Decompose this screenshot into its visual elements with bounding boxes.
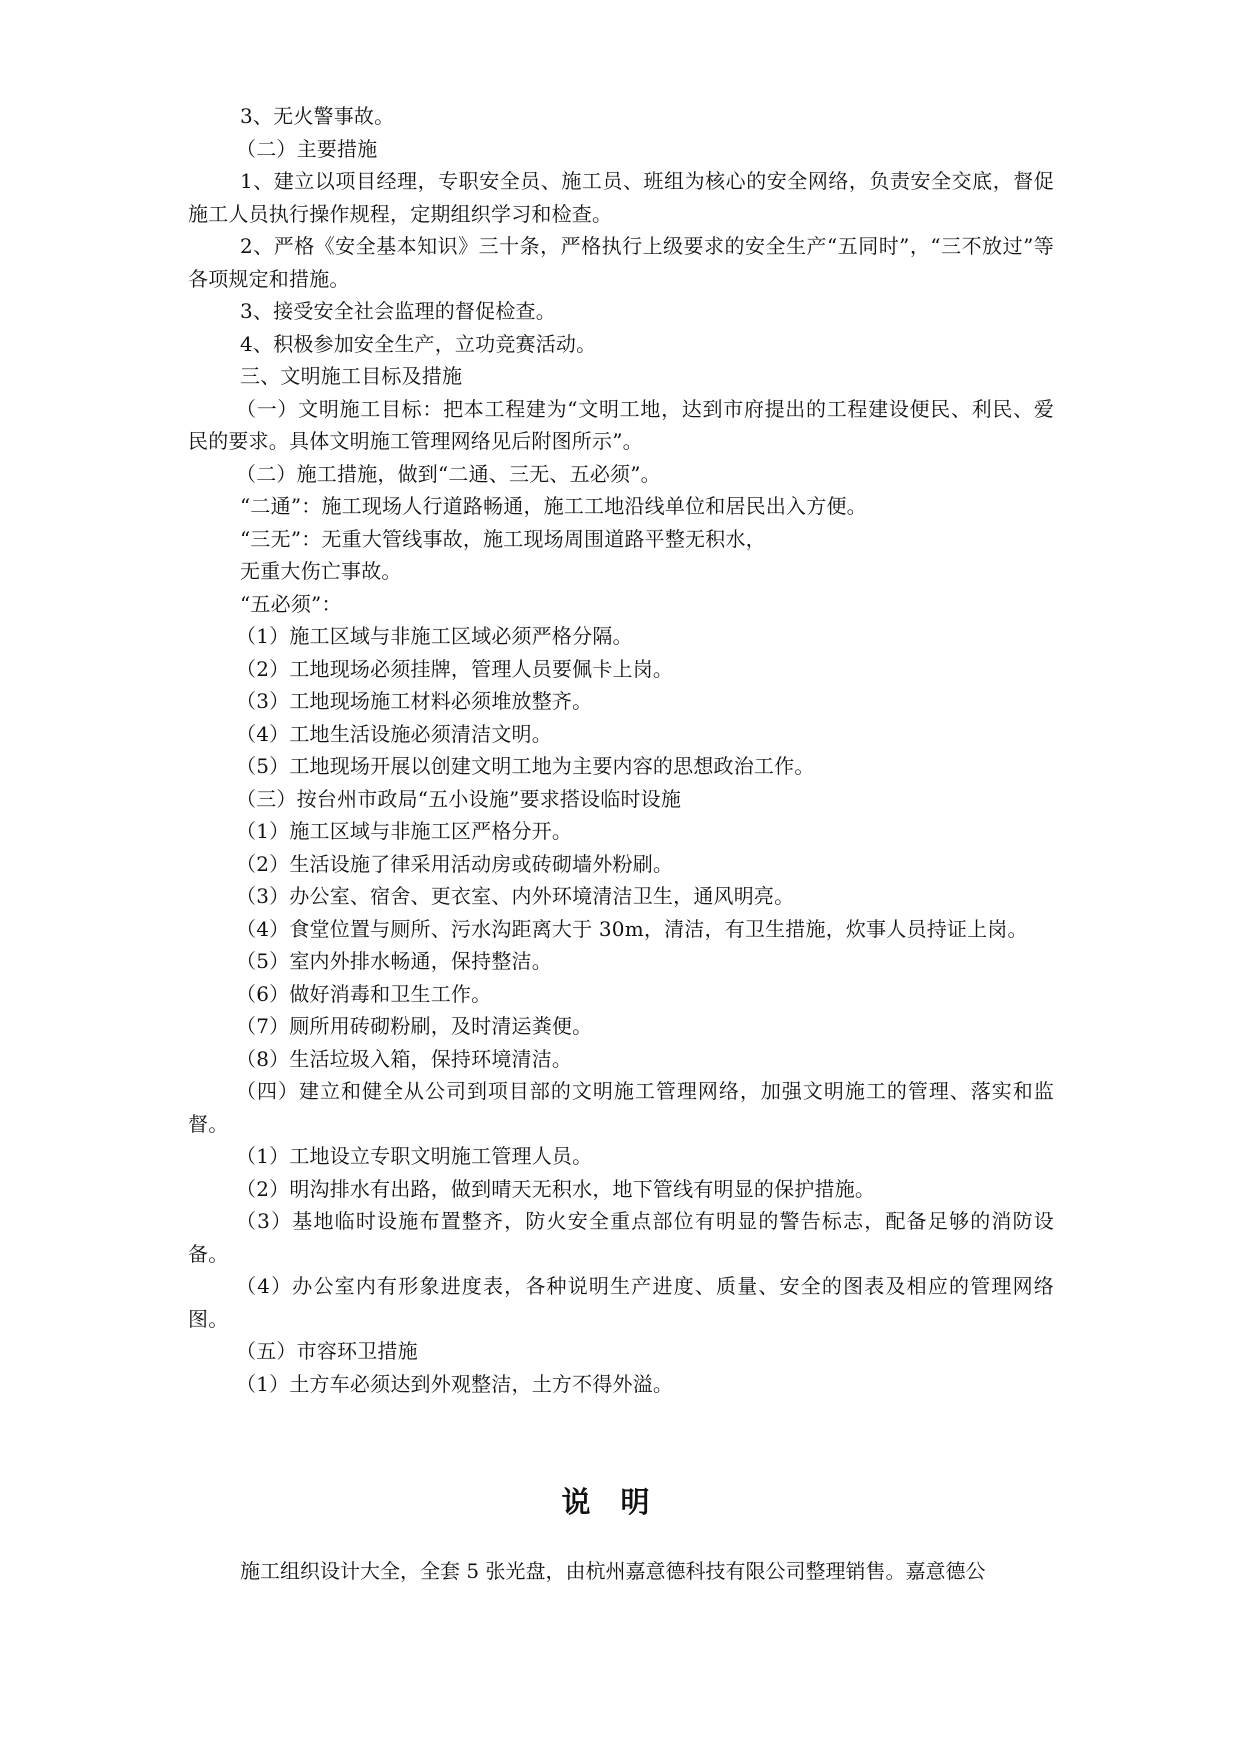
body-paragraph: （四）建立和健全从公司到项目部的文明施工管理网络，加强文明施工的管理、落实和监督。 bbox=[188, 1079, 1054, 1136]
body-paragraph: 3、无火警事故。 bbox=[240, 104, 395, 128]
body-paragraph: 无重大伤亡事故。 bbox=[240, 559, 402, 583]
section-title: 说明 bbox=[561, 1485, 680, 1519]
body-paragraph: （一）文明施工目标：把本工程建为“文明工地，达到市府提出的工程建设便民、利民、爱民的要求。具体文明施工管理网络见后附图所示”。 bbox=[188, 396, 1054, 453]
body-paragraph: （4）工地生活设施必须清洁文明。 bbox=[236, 721, 552, 746]
body-paragraph: “三无”：无重大管线事故，施工现场周围道路平整无积水， bbox=[240, 526, 766, 551]
body-paragraph: （8）生活垃圾入箱，保持环境清洁。 bbox=[236, 1046, 573, 1071]
body-paragraph: （5）室内外排水畅通，保持整洁。 bbox=[236, 949, 552, 973]
body-paragraph: （3）基地临时设施布置整齐，防火安全重点部位有明显的警告标志，配备足够的消防设备。 bbox=[188, 1209, 1054, 1266]
body-paragraph: （1）施工区域与非施工区域必须严格分隔。 bbox=[236, 624, 633, 648]
body-paragraph: 三、文明施工目标及措施 bbox=[240, 364, 463, 388]
body-paragraph: （2）工地现场必须挂牌，管理人员要佩卡上岗。 bbox=[236, 656, 674, 681]
body-paragraph: （二）主要措施 bbox=[236, 136, 378, 161]
body-paragraph: 1、建立以项目经理，专职安全员、施工员、班组为核心的安全网络，负责安全交底，督促施工人员执行操作规程，定期组织学习和检查。 bbox=[188, 169, 1054, 226]
document-body bbox=[188, 100, 1054, 1400]
body-paragraph: （1）施工区域与非施工区严格分开。 bbox=[236, 819, 573, 843]
body-paragraph: （3）工地现场施工材料必须堆放整齐。 bbox=[236, 689, 593, 713]
body-paragraph: 3、接受安全社会监理的督促检查。 bbox=[240, 299, 556, 323]
body-paragraph: 2、严格《安全基本知识》三十条，严格执行上级要求的安全生产“五同时”，“三不放过”等各项规定和措施。 bbox=[188, 234, 1054, 291]
body-paragraph: 4、积极参加安全生产，立功竞赛活动。 bbox=[240, 331, 597, 356]
body-paragraph: “二通”：施工现场人行道路畅通，施工工地沿线单位和居民出入方便。 bbox=[240, 494, 867, 518]
body-paragraph: （三）按台州市政局“五小设施”要求搭设临时设施 bbox=[236, 786, 682, 811]
body-paragraph: （6）做好消毒和卫生工作。 bbox=[236, 981, 492, 1006]
body-paragraph: （2）明沟排水有出路，做到晴天无积水，地下管线有明显的保护措施。 bbox=[236, 1176, 876, 1201]
body-paragraph: （1）工地设立专职文明施工管理人员。 bbox=[236, 1144, 593, 1168]
body-paragraph: （4）办公室内有形象进度表，各种说明生产进度、质量、安全的图表及相应的管理网络图。 bbox=[188, 1274, 1054, 1331]
body-paragraph: （1）土方车必须达到外观整洁，土方不得外溢。 bbox=[236, 1371, 674, 1396]
body-paragraph: （2）生活设施了律采用活动房或砖砌墙外粉刷。 bbox=[236, 851, 674, 876]
body-paragraph: （3）办公室、宿舍、更衣室、内外环境清洁卫生，通风明亮。 bbox=[236, 884, 795, 908]
footer-paragraph: 施工组织设计大全，全套 5 张光盘，由杭州嘉意德科技有限公司整理销售。嘉意德公 bbox=[240, 1559, 986, 1583]
body-paragraph: （二）施工措施，做到“二通、三无、五必须”。 bbox=[236, 461, 661, 486]
body-paragraph: （4）食堂位置与厕所、污水沟距离大于 30m，清洁，有卫生措施，炊事人员持证上岗。 bbox=[236, 916, 1028, 941]
body-paragraph: （五）市容环卫措施 bbox=[236, 1339, 418, 1363]
body-paragraph: （7）厕所用砖砌粉刷，及时清运粪便。 bbox=[236, 1014, 593, 1038]
body-paragraph: （5）工地现场开展以创建文明工地为主要内容的思想政治工作。 bbox=[236, 754, 815, 778]
body-paragraph: “五必须”： bbox=[240, 591, 342, 616]
